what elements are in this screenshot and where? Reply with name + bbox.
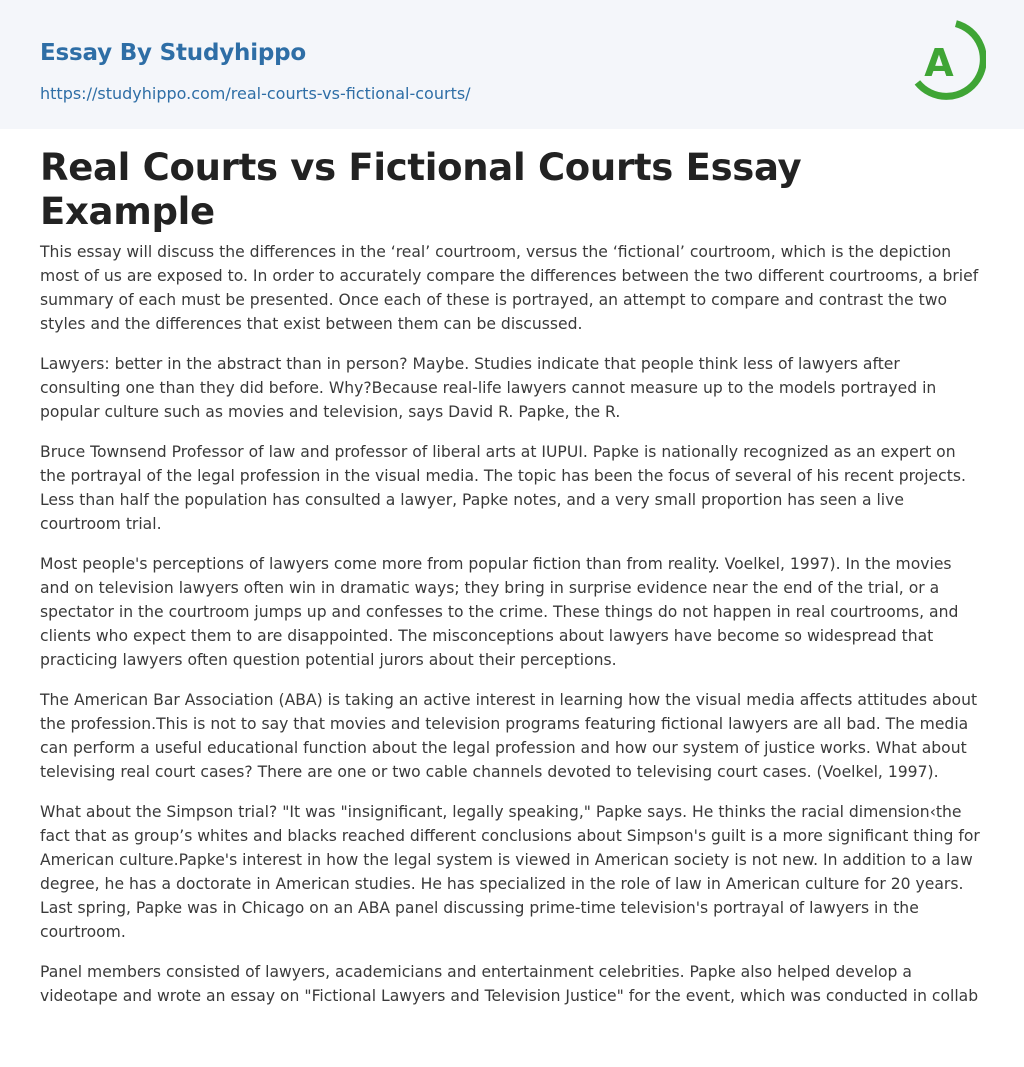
article	[0, 129, 1024, 1008]
page-url-link[interactable]: https://studyhippo.com/real-courts-vs-fictional-courts/	[40, 84, 471, 103]
paragraph: Panel members consisted of lawyers, academicians and entertainment celebrities. Papke also helped develop a videotape and wrote an essay on "Fictional Lawyers and Television Justice" for the event, which was conducted in collab	[40, 963, 979, 1005]
paragraph: Lawyers: better in the abstract than in person? Maybe. Studies indicate that people think less of lawyers after consulting one than they did before. Why?Because real-life lawyers cannot measure up to the models portrayed in popular culture such as movies and television, says David R. Papke, the R.	[40, 355, 937, 421]
page-title: Real Courts vs Fictional Courts Essay Example	[40, 146, 802, 233]
logo-letter: A	[924, 41, 954, 85]
paragraph: Bruce Townsend Professor of law and professor of liberal arts at IUPUI. Papke is nationally recognized as an expert on the portrayal of the legal profession in the visual media. The topic has been the focus of several of his recent projects. Less than half the population has consulted a lawyer, Papke notes, and a very small proportion has seen a live courtroom trial.	[40, 443, 966, 533]
paragraph: What about the Simpson trial? "It was "insignificant, legally speaking," Papke says. He thinks the racial dimension‹the fact that as group’s whites and blacks reached different conclusions about Simpson's guilt is a more significant thing for American culture.Papke's interest in how the legal system is viewed in American society is not new. In addition to a law degree, he has a doctorate in American studies. He has specialized in the role of law in American culture for 20 years. Last spring, Papke was in Chicago on an ABA panel discussing prime-time television's portrayal of lawyers in the courtroom.	[40, 803, 980, 941]
paragraph: This essay will discuss the differences in the ‘real’ courtroom, versus the ‘fictional’ courtroom, which is the depiction most of us are exposed to. In order to accurately compare the differences between the two different courtrooms, a brief summary of each must be presented. Once each of these is portrayed, an attempt to compare and contrast the two styles and the differences that exist between them can be discussed.	[40, 243, 979, 333]
brand-title: Essay By Studyhippo	[40, 40, 307, 66]
site-header	[0, 0, 1024, 129]
paragraph: The American Bar Association (ABA) is taking an active interest in learning how the visual media affects attitudes about the profession.This is not to say that movies and television programs featuring fictional lawyers are all bad. The media can perform a useful educational function about the legal profession and how our system of justice works. What about televising real court cases? There are one or two cable channels devoted to televising court cases. (Voelkel, 1997).	[40, 691, 978, 781]
studyhippo-logo-icon	[912, 19, 986, 105]
paragraph: Most people's perceptions of lawyers come more from popular fiction than from reality. Voelkel, 1997). In the movies and on television lawyers often win in dramatic ways; they bring in surprise evidence near the end of the trial, or a spectator in the courtroom jumps up and confesses to the crime. These things do not happen in real courtrooms, and clients who expect them to are disappointed. The misconceptions about lawyers have become so widespread that practicing lawyers often question potential jurors about their perceptions.	[40, 555, 959, 669]
